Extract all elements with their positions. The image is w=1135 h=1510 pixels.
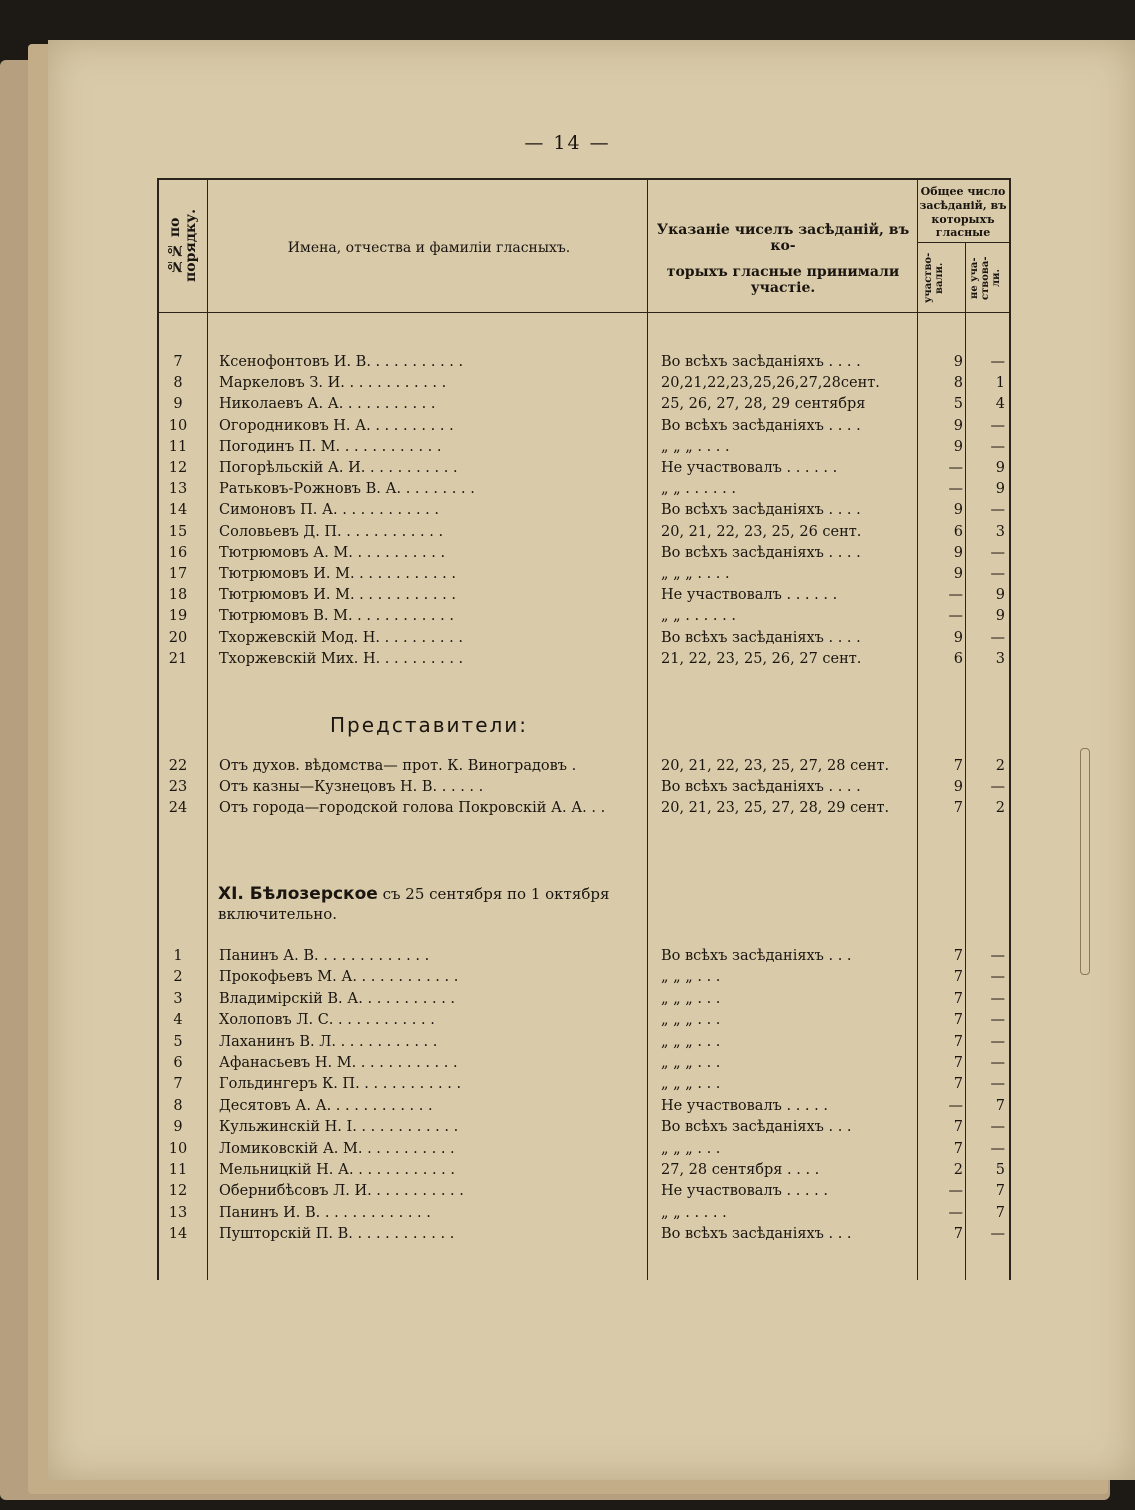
header-col-total-4: гласные xyxy=(935,226,991,239)
table-row xyxy=(157,779,1007,800)
row-participated: 7 xyxy=(953,1055,963,1071)
header-bottom-line xyxy=(159,312,1009,313)
row-not-participated: — xyxy=(990,779,1005,796)
row-dates: Не участвовалъ . . . . . . xyxy=(661,587,838,604)
row-number: 11 xyxy=(168,1162,188,1178)
row-not-participated: — xyxy=(990,1055,1005,1071)
row-dates: Во всѣхъ засѣданіяхъ . . . . xyxy=(661,779,861,796)
row-not-participated: 9 xyxy=(995,481,1005,498)
row-dates: Во всѣхъ засѣданіяхъ . . . . xyxy=(661,502,861,519)
row-participated: — xyxy=(948,608,963,625)
row-number: 21 xyxy=(168,650,188,667)
table-row xyxy=(157,1055,1007,1076)
row-name: Тютрюмовъ А. М. . . . . . . . . . . xyxy=(219,544,446,561)
row-number: 16 xyxy=(168,544,188,561)
row-dates: „ „ . . . . . . xyxy=(661,481,736,498)
row-name: Отъ казны—Кузнецовъ Н. В. . . . . . xyxy=(219,779,484,796)
table-row xyxy=(157,1119,1007,1140)
header-col-num: №№ по порядку. xyxy=(167,209,199,283)
header-col-dates-2: торыхъ гласные принимали участіе. xyxy=(666,264,900,297)
row-number: 8 xyxy=(173,1097,183,1114)
row-dates: „ „ „ . . . xyxy=(661,969,721,986)
section-title-representatives: Представители: xyxy=(330,713,529,737)
row-not-participated: — xyxy=(990,1033,1005,1050)
row-name: Прокофьевъ М. А. . . . . . . . . . . . xyxy=(219,969,459,986)
row-name: Маркеловъ З. И. . . . . . . . . . . . xyxy=(219,375,447,392)
row-number: 5 xyxy=(173,1033,183,1050)
row-name: Ратьковъ-Рожновъ В. А. . . . . . . . . xyxy=(219,481,475,498)
header-subline xyxy=(917,242,1009,243)
table-row xyxy=(157,608,1007,629)
row-number: 13 xyxy=(168,481,188,498)
row-number: 19 xyxy=(168,608,188,625)
row-not-participated: 7 xyxy=(995,1097,1005,1114)
row-dates: „ „ „ . . . xyxy=(661,1076,721,1093)
row-participated: 7 xyxy=(953,758,963,774)
table-row xyxy=(157,481,1007,502)
row-participated: 7 xyxy=(953,1119,963,1136)
section-xi-rest: съ 25 сентября по 1 октября xyxy=(377,885,610,903)
row-participated: 9 xyxy=(953,566,963,582)
row-name: Тютрюмовъ И. М. . . . . . . . . . . . xyxy=(219,587,456,604)
row-not-participated: — xyxy=(990,438,1005,455)
row-name: Ломиковскій А. М. . . . . . . . . . . xyxy=(219,1140,455,1157)
row-dates: „ „ „ . . . . xyxy=(661,566,730,582)
row-not-participated: 9 xyxy=(995,608,1005,625)
row-number: 7 xyxy=(173,354,183,370)
row-dates: „ „ . . . . . . xyxy=(661,608,736,625)
row-number: 14 xyxy=(168,1226,188,1243)
row-number: 13 xyxy=(168,1204,188,1221)
header-col-total-3: которыхъ xyxy=(931,213,995,226)
row-dates: 27, 28 сентября . . . . xyxy=(661,1162,820,1178)
table-row xyxy=(157,354,1007,375)
row-number: 20 xyxy=(168,629,188,646)
row-dates: 21, 22, 23, 25, 26, 27 сент. xyxy=(661,650,862,667)
row-not-participated: — xyxy=(990,990,1005,1007)
row-not-participated: — xyxy=(990,566,1005,582)
row-dates: Во всѣхъ засѣданіяхъ . . . xyxy=(661,1226,852,1243)
row-name: Ксенофонтовъ И. В. . . . . . . . . . . xyxy=(219,354,464,370)
row-name: Соловьевъ Д. П. . . . . . . . . . . . xyxy=(219,523,444,540)
row-number: 14 xyxy=(168,502,188,519)
table-row xyxy=(157,1012,1007,1033)
row-number: 17 xyxy=(168,566,188,582)
table-row xyxy=(157,566,1007,587)
row-name: Отъ духов. вѣдомства— прот. К. Виноградовъ . xyxy=(219,758,577,774)
row-not-participated: — xyxy=(990,502,1005,519)
table-row xyxy=(157,524,1007,545)
row-number: 24 xyxy=(168,800,188,817)
row-number: 9 xyxy=(173,1119,183,1136)
table-row xyxy=(157,460,1007,481)
table-row xyxy=(157,1205,1007,1226)
row-dates: 25, 26, 27, 28, 29 сентября xyxy=(661,396,866,413)
row-dates: „ „ „ . . . xyxy=(661,1033,721,1050)
row-not-participated: 3 xyxy=(995,523,1005,540)
row-name: Тютрюмовъ И. М. . . . . . . . . . . . xyxy=(219,566,456,582)
row-name: Николаевъ А. А. . . . . . . . . . . xyxy=(219,396,436,413)
row-name: Огородниковъ Н. А. . . . . . . . . . xyxy=(219,417,454,434)
row-name: Кульжинскій Н. I. . . . . . . . . . . . xyxy=(219,1119,459,1136)
row-number: 18 xyxy=(168,587,188,604)
row-dates: „ „ „ . . . xyxy=(661,1055,721,1071)
row-participated: — xyxy=(948,460,963,476)
table-row xyxy=(157,418,1007,439)
row-not-participated: 2 xyxy=(995,758,1005,774)
row-name: Владимірскій В. А. . . . . . . . . . . xyxy=(219,990,456,1007)
row-participated: 7 xyxy=(953,1140,963,1157)
row-number: 12 xyxy=(168,1183,188,1200)
section-title-xi xyxy=(218,884,609,924)
table-row xyxy=(157,587,1007,608)
row-not-participated: — xyxy=(990,969,1005,986)
row-not-participated: — xyxy=(990,1012,1005,1029)
row-name: Десятовъ А. А. . . . . . . . . . . . xyxy=(219,1097,433,1114)
table-row xyxy=(157,948,1007,969)
header-col-total-2: засѣданій, въ xyxy=(919,199,1007,212)
row-name: Погодинъ П. М. . . . . . . . . . . . xyxy=(219,438,442,455)
row-participated: — xyxy=(948,1183,963,1200)
row-participated: 9 xyxy=(953,779,963,796)
row-name: Панинъ И. В. . . . . . . . . . . . . xyxy=(219,1204,431,1221)
row-not-participated: — xyxy=(990,544,1005,561)
row-participated: 2 xyxy=(953,1162,963,1178)
section-xi-bold: XI. Бѣлозерское xyxy=(218,884,378,904)
row-participated: 8 xyxy=(953,375,963,392)
page-number: — 14 — xyxy=(524,132,611,154)
row-not-participated: — xyxy=(990,1076,1005,1093)
table-row xyxy=(157,1141,1007,1162)
row-dates: 20, 21, 22, 23, 25, 26 сент. xyxy=(661,523,862,540)
row-dates: 20, 21, 23, 25, 27, 28, 29 сент. xyxy=(661,800,890,817)
binding-clip xyxy=(1080,748,1090,975)
row-name: Отъ города—городской голова Покровскій А. А. . . xyxy=(219,800,606,817)
row-number: 2 xyxy=(173,969,183,986)
row-number: 12 xyxy=(168,460,188,476)
row-number: 3 xyxy=(173,990,183,1007)
row-number: 23 xyxy=(168,779,188,796)
row-not-participated: — xyxy=(990,354,1005,370)
row-dates: Во всѣхъ засѣданіяхъ . . . . xyxy=(661,544,861,561)
row-participated: 7 xyxy=(953,1033,963,1050)
row-name: Обернибѣсовъ Л. И. . . . . . . . . . . xyxy=(219,1183,464,1200)
row-not-participated: — xyxy=(990,417,1005,434)
row-not-participated: — xyxy=(990,629,1005,646)
row-number: 10 xyxy=(168,417,188,434)
table-row xyxy=(157,969,1007,990)
row-participated: 6 xyxy=(953,650,963,667)
row-participated: 9 xyxy=(953,629,963,646)
row-name: Пушторскій П. В. . . . . . . . . . . . xyxy=(219,1226,455,1243)
row-not-participated: 9 xyxy=(995,587,1005,604)
table-row xyxy=(157,800,1007,821)
row-number: 1 xyxy=(173,948,183,964)
table-row xyxy=(157,439,1007,460)
row-dates: Не участвовалъ . . . . . xyxy=(661,1183,828,1200)
row-participated: 9 xyxy=(953,438,963,455)
table-row xyxy=(157,758,1007,779)
row-participated: 9 xyxy=(953,544,963,561)
header-col-nopart: не уча-ствова-ли. xyxy=(969,256,1002,300)
row-not-participated: 5 xyxy=(995,1162,1005,1178)
row-number: 8 xyxy=(173,375,183,392)
row-not-participated: 9 xyxy=(995,460,1005,476)
row-number: 9 xyxy=(173,396,183,413)
row-participated: 9 xyxy=(953,354,963,370)
table-row xyxy=(157,991,1007,1012)
table-row xyxy=(157,545,1007,566)
row-name: Симоновъ П. А. . . . . . . . . . . . xyxy=(219,502,440,519)
row-number: 7 xyxy=(173,1076,183,1093)
section-xi-line2: включительно. xyxy=(218,905,337,923)
row-participated: 9 xyxy=(953,417,963,434)
table-row xyxy=(157,1076,1007,1097)
row-dates: „ „ „ . . . . xyxy=(661,438,730,455)
row-participated: 7 xyxy=(953,948,963,964)
row-dates: 20,21,22,23,25,26,27,28сент. xyxy=(661,375,880,392)
row-name: Тютрюмовъ В. М. . . . . . . . . . . . xyxy=(219,608,454,625)
row-not-participated: 7 xyxy=(995,1183,1005,1200)
header-col-name: Имена, отчества и фамиліи гласныхъ. xyxy=(287,240,571,256)
row-name: Афанасьевъ Н. М. . . . . . . . . . . . xyxy=(219,1055,458,1071)
row-dates: „ „ „ . . . xyxy=(661,1140,721,1157)
row-dates: Во всѣхъ засѣданіяхъ . . . xyxy=(661,1119,852,1136)
row-dates: Во всѣхъ засѣданіяхъ . . . . xyxy=(661,354,861,370)
row-dates: Во всѣхъ засѣданіяхъ . . . xyxy=(661,948,852,964)
row-dates: „ „ „ . . . xyxy=(661,1012,721,1029)
row-participated: — xyxy=(948,481,963,498)
table-row xyxy=(157,1034,1007,1055)
row-dates: 20, 21, 22, 23, 25, 27, 28 сент. xyxy=(661,758,890,774)
table-row xyxy=(157,396,1007,417)
row-name: Холоповъ Л. С. . . . . . . . . . . . xyxy=(219,1012,435,1029)
row-not-participated: — xyxy=(990,1140,1005,1157)
row-number: 4 xyxy=(173,1012,183,1029)
row-dates: „ „ . . . . . xyxy=(661,1204,727,1221)
row-participated: — xyxy=(948,1097,963,1114)
row-participated: 5 xyxy=(953,396,963,413)
row-not-participated: — xyxy=(990,1226,1005,1243)
row-participated: 7 xyxy=(953,1226,963,1243)
row-name: Гольдингеръ К. П. . . . . . . . . . . . xyxy=(219,1076,462,1093)
row-dates: Не участвовалъ . . . . . xyxy=(661,1097,828,1114)
row-participated: 7 xyxy=(953,1076,963,1093)
table-row xyxy=(157,1226,1007,1247)
row-name: Мельницкій Н. А. . . . . . . . . . . . xyxy=(219,1162,456,1178)
table-row xyxy=(157,1183,1007,1204)
row-name: Лаханинъ В. Л. . . . . . . . . . . . xyxy=(219,1033,438,1050)
row-not-participated: 1 xyxy=(995,375,1005,392)
row-not-participated: 4 xyxy=(995,396,1005,413)
table-row xyxy=(157,651,1007,672)
row-dates: Во всѣхъ засѣданіяхъ . . . . xyxy=(661,417,861,434)
row-participated: 7 xyxy=(953,990,963,1007)
row-not-participated: — xyxy=(990,1119,1005,1136)
row-number: 6 xyxy=(173,1055,183,1071)
row-participated: 9 xyxy=(953,502,963,519)
row-number: 15 xyxy=(168,523,188,540)
row-participated: — xyxy=(948,587,963,604)
row-participated: — xyxy=(948,1204,963,1221)
row-number: 11 xyxy=(168,438,188,455)
table-row xyxy=(157,1098,1007,1119)
row-dates: Не участвовалъ . . . . . . xyxy=(661,460,838,476)
table-row xyxy=(157,502,1007,523)
row-name: Тхоржевскій Мих. Н. . . . . . . . . . xyxy=(219,650,464,667)
row-participated: 6 xyxy=(953,523,963,540)
row-participated: 7 xyxy=(953,969,963,986)
row-number: 10 xyxy=(168,1140,188,1157)
header-col-total-1: Общее число xyxy=(920,185,1006,198)
table-row xyxy=(157,1162,1007,1183)
row-dates: „ „ „ . . . xyxy=(661,990,721,1007)
header-col-part: участво-вали. xyxy=(923,252,945,304)
row-not-participated: 2 xyxy=(995,800,1005,817)
row-not-participated: 3 xyxy=(995,650,1005,667)
table-row xyxy=(157,630,1007,651)
row-participated: 7 xyxy=(953,800,963,817)
row-number: 22 xyxy=(168,758,188,774)
table-row xyxy=(157,375,1007,396)
row-not-participated: — xyxy=(990,948,1005,964)
row-name: Тхоржевскій Мод. Н. . . . . . . . . . xyxy=(219,629,463,646)
row-not-participated: 7 xyxy=(995,1204,1005,1221)
header-col-dates-1: Указаніе чиселъ засѣданій, въ ко- xyxy=(656,222,910,255)
row-name: Панинъ А. В. . . . . . . . . . . . . xyxy=(219,948,430,964)
row-participated: 7 xyxy=(953,1012,963,1029)
row-name: Погорѣльскій А. И. . . . . . . . . . . xyxy=(219,460,458,476)
row-dates: Во всѣхъ засѣданіяхъ . . . . xyxy=(661,629,861,646)
